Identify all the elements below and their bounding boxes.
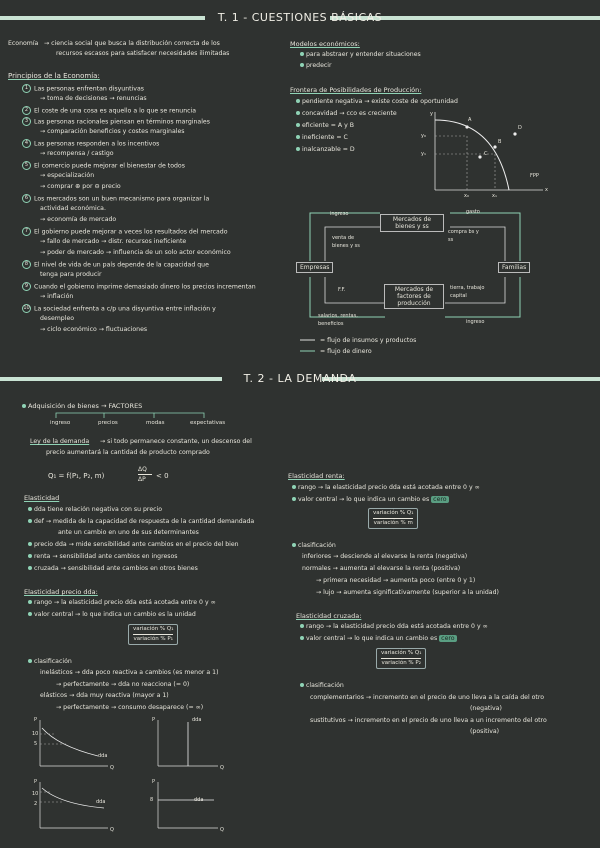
graph4-q: Q	[220, 827, 224, 833]
box-mercados-bienes: Mercados de bienes y ss	[380, 214, 444, 232]
principio-number: 1	[22, 84, 31, 93]
elasticidad-item-cont: ante un cambio en uno de sus determinantes	[58, 529, 199, 536]
formula-funcion: Q₁ = f(P₁, P₂, m)	[48, 472, 105, 480]
principio-item: 5 El comercio puede mejorar el bienestar de todos	[22, 161, 185, 171]
section1-title: T. 1 - CUESTIONES BÁSICAS	[217, 11, 383, 24]
renta-item: rango → la elasticidad precio dda está acotada entre 0 y ∞	[292, 484, 480, 492]
graph1-q: Q	[110, 765, 114, 771]
principio-subitem: → fallo de mercado → distr. recursos ineficiente	[40, 238, 187, 245]
renta-item: valor central → lo que indica un cambio es cero	[292, 496, 449, 504]
frontera-item: concavidad → cco es creciente	[296, 110, 397, 118]
modelos-title: Modelos económicos:	[290, 40, 360, 48]
fpp-tick-x1: x₁	[492, 193, 497, 199]
flujo-label-ingreso-top: ingreso	[330, 211, 349, 217]
principio-item: 10 La sociedad enfrenta a c/p una disyuntiva entre inflación y	[23, 305, 216, 313]
adquisicion-line: Adquisición de bienes → FACTORES	[22, 402, 142, 410]
cruzada-clasif-item: sustitutivos → incremento en el precio de uno lleva a un incremento del otro	[310, 717, 547, 724]
principio-subitem: tenga para producir	[40, 271, 102, 278]
box-mercados-factores: Mercados de factores de producción	[384, 284, 444, 309]
ley-title: Ley de la demanda	[30, 438, 90, 445]
principio-item: 8 El nivel de vida de un país depende de la capacidad que	[22, 260, 209, 270]
graph3-p: P	[34, 779, 38, 785]
section1-banner	[0, 12, 600, 24]
principio-subitem: → inflación	[40, 293, 74, 300]
fpp-point-b: B	[498, 139, 502, 145]
box-empresas: Empresas	[296, 262, 333, 273]
flujo-label-ingreso-bottom: ingreso	[466, 319, 485, 325]
formula-tail: < 0	[156, 472, 169, 480]
elasticidad-item: dda tiene relación negativa con su precio	[28, 506, 162, 514]
modelo-item: para abstraer y entender situaciones	[300, 51, 421, 59]
principio-number: 4	[22, 139, 31, 148]
cruzada-item: valor central → lo que indica un cambio es cero	[300, 635, 457, 643]
graph3-q: Q	[110, 827, 114, 833]
precio-title: Elasticidad precio dda:	[24, 588, 98, 596]
cruzada-clasif-label: clasificación	[300, 682, 344, 690]
ley-line-1: → si todo permanece constante, un descenso del	[100, 438, 252, 445]
graph2-q: Q	[220, 765, 224, 771]
principio-item: 4 Las personas responden a los incentivos	[22, 139, 159, 149]
precio-clasif-label: clasificación	[28, 658, 72, 666]
principio-number: 2	[22, 106, 31, 115]
principio-number: 8	[22, 260, 31, 269]
fpp-tick-y0: y₀	[421, 133, 426, 139]
economia-def-2: recursos escasos para satisfacer necesidades ilimitadas	[56, 50, 230, 57]
graph2-dda: dda	[192, 717, 202, 723]
flujo-label-gasto: gasto	[466, 209, 480, 215]
graph1-p: P	[34, 717, 38, 723]
renta-clasif-item: → lujo → aumenta significativamente (superior a la unidad)	[316, 589, 499, 596]
elasticidad-title: Elasticidad	[24, 494, 60, 502]
cruzada-clasif-item: (positiva)	[470, 728, 500, 735]
precio-clasif-item: → perfectamente → dda no reacciona (= 0)	[56, 681, 190, 688]
graph4-p: P	[152, 779, 156, 785]
principio-subitem: → economía de mercado	[40, 216, 117, 223]
flujo-legend-dinero: = flujo de dinero	[320, 348, 372, 355]
ley-line-2: precio aumentará la cantidad de producto comprado	[46, 449, 210, 456]
principio-number: 7	[22, 227, 31, 236]
fpp-point-a: A	[468, 117, 472, 123]
principio-subitem: → comprar ⊕ por ⊖ precio	[40, 183, 121, 190]
renta-clasif-item: inferiores → desciende al elevarse la renta (negativa)	[302, 553, 468, 560]
frontera-item: ineficiente = C	[296, 134, 348, 142]
fpp-tick-x0: x₀	[464, 193, 469, 199]
principio-number: 6	[22, 194, 31, 203]
graph3-dda: dda	[96, 799, 106, 805]
fpp-point-c: C	[484, 151, 488, 157]
precio-clasif-item: → perfectamente → consumo desaparece (= ∞)	[56, 704, 204, 711]
elasticidad-item: renta → sensibilidad ante cambios en ingresos	[28, 553, 178, 561]
principio-item: 7 El gobierno puede mejorar a veces los resultados del mercado	[22, 227, 228, 237]
principio-subitem: → especialización	[40, 172, 95, 179]
precio-clasif-item: elásticos → dda muy reactiva (mayor a 1)	[40, 692, 169, 699]
principio-subitem: → poder de mercado → influencia de un solo actor económico	[40, 249, 231, 256]
renta-clasif-item: normales → aumenta al elevarse la renta (positiva)	[302, 565, 461, 572]
renta-clasif-item: → primera necesidad → aumenta poco (entre 0 y 1)	[316, 577, 476, 584]
elasticity-graphs	[28, 716, 228, 841]
principio-subitem: → comparación beneficios y costes marginales	[40, 128, 185, 135]
modelo-item: predecir	[300, 62, 332, 70]
principio-subitem: → recompensa / castigo	[40, 150, 114, 157]
principio-subitem: actividad económica.	[40, 205, 106, 212]
principio-number: 5	[22, 161, 31, 170]
graph4-tick-8: 8	[150, 797, 154, 803]
principio-item: 3 Las personas racionales piensan en términos marginales	[22, 117, 210, 127]
precio-item: rango → la elasticidad precio dda está acotada entre 0 y ∞	[28, 599, 216, 607]
renta-fraction: variación % Q₁ variación % m	[368, 508, 418, 529]
cruzada-clasif-item: complementarios → incremento en el precio de uno lleva a la caída del otro	[310, 694, 545, 701]
fpp-curve-label: FPP	[530, 173, 539, 179]
box-familias: Familias	[498, 262, 530, 273]
graph3-tick-10: 10	[32, 791, 39, 797]
principio-item: 6 Los mercados son un buen mecanismo para organizar la	[22, 194, 209, 204]
cruzada-title: Elasticidad cruzada:	[296, 612, 362, 620]
elasticidad-item: precio dda → mide sensibilidad ante cambios en el precio del bien	[28, 541, 239, 549]
factor-ingreso: ingreso	[50, 420, 71, 426]
frontera-item: pendiente negativa → existe coste de oportunidad	[296, 98, 458, 106]
principio-subitem: → toma de decisiones → renuncias	[40, 95, 147, 102]
principios-title: Principios de la Economía:	[8, 72, 100, 80]
frontera-item: eficiente = A y B	[296, 122, 354, 130]
precio-item: valor central → lo que indica un cambio es la unidad	[28, 611, 196, 619]
renta-title: Elasticidad renta:	[288, 472, 345, 480]
graph2-p: P	[152, 717, 156, 723]
renta-clasif-label: clasificación	[292, 542, 336, 550]
principio-subitem: → ciclo económico → fluctuaciones	[40, 326, 148, 333]
fpp-x-axis: x	[545, 187, 548, 193]
principio-item: 9 Cuando el gobierno imprime demasiado dinero los precios incrementan	[22, 282, 256, 292]
graph4-dda: dda	[194, 797, 204, 803]
flujo-label-venta: venta de bienes y ss	[332, 235, 360, 249]
section2-title: T. 2 - LA DEMANDA	[243, 372, 357, 385]
frontera-title: Frontera de Posibilidades de Producción:	[290, 86, 422, 94]
economia-label: Economía	[8, 40, 39, 47]
elasticidad-item: cruzada → sensibilidad ante cambios en otros bienes	[28, 565, 198, 573]
graph1-tick-10: 10	[32, 731, 39, 737]
principio-number: 3	[22, 117, 31, 126]
factor-expectativas: expectativas	[190, 420, 226, 426]
fpp-y-axis: y	[430, 111, 433, 117]
flujo-legend-insumos: = flujo de insumos y productos	[320, 337, 417, 344]
factor-modas: modas	[146, 420, 165, 426]
principio-subitem: desempleo	[40, 315, 75, 322]
graph1-dda: dda	[98, 753, 108, 759]
graph1-tick-5: 5	[34, 741, 38, 747]
elasticidad-item: def → medida de la capacidad de respuesta de la cantidad demandada	[28, 518, 254, 526]
graph3-tick-2: 2	[34, 801, 38, 807]
fpp-point-d: D	[518, 125, 522, 131]
cruzada-fraction: variación % Q₁ variación % P₂	[376, 648, 426, 669]
frontera-item: inalcanzable = D	[296, 146, 355, 154]
flujo-label-tierra: tierra, trabajo capital	[450, 285, 485, 299]
precio-clasif-item: inelásticos → dda poco reactiva a cambios (es menor a 1)	[40, 669, 219, 676]
fpp-tick-y1: y₁	[421, 151, 426, 157]
cruzada-clasif-item: (negativa)	[470, 705, 502, 712]
factor-precios: precios	[98, 420, 118, 426]
cruzada-item: rango → la elasticidad precio dda está acotada entre 0 y ∞	[300, 623, 488, 631]
principio-item: 2 El coste de una cosa es aquello a lo que se renuncia	[22, 106, 196, 116]
principio-item: 1 Las personas enfrentan disyuntivas	[22, 84, 144, 94]
flujo-label-compra: compra bs y ss	[448, 229, 479, 243]
formula-delta-num: ΔQ	[138, 466, 147, 473]
precio-fraction: variación % Q₁ variación % P₁	[128, 624, 178, 645]
flujo-label-salarios: salarios, rentas, beneficios	[318, 313, 358, 327]
principio-number: 10	[23, 305, 30, 311]
principio-number: 9	[22, 282, 31, 291]
economia-def-1: → ciencia social que busca la distribución correcta de los	[44, 40, 220, 47]
section2-banner	[0, 373, 600, 385]
formula-delta-den: ΔP	[138, 476, 146, 483]
flujo-label-ff: F.F.	[338, 287, 346, 293]
